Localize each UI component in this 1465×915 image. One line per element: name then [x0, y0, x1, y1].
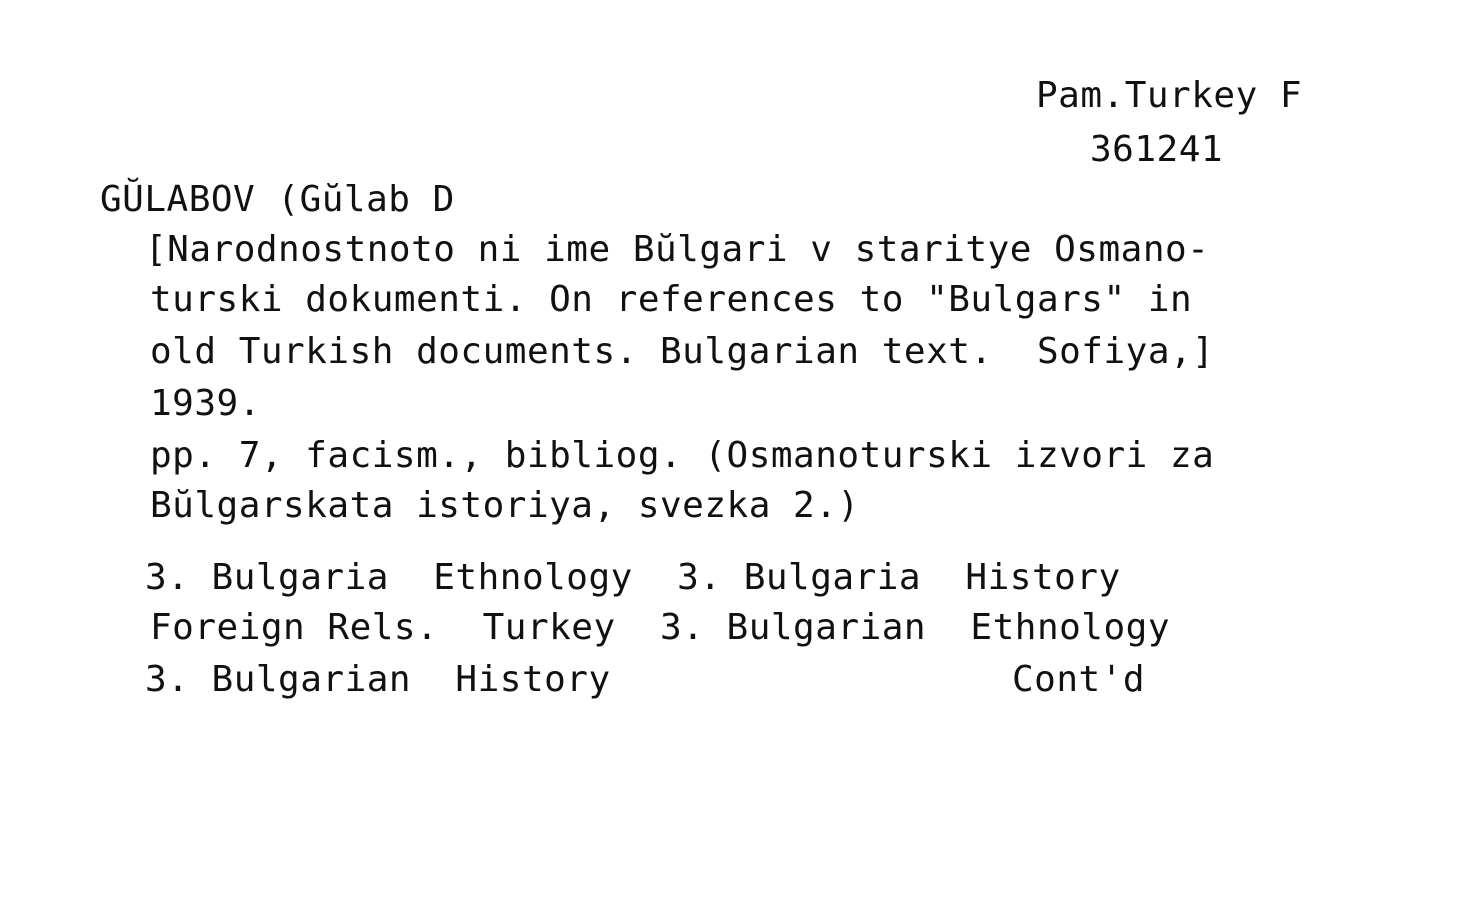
title-line-2: turski dokumenti. On references to "Bulgars" in: [150, 279, 1193, 320]
subject-line-1: 3. Bulgaria Ethnology 3. Bulgaria History: [145, 557, 1121, 598]
title-line-1: [Narodnostnoto ni ime Bŭlgari v staritye Osmano-: [145, 229, 1210, 270]
author-heading: GŬLABOV (Gŭlab D: [100, 179, 455, 220]
title-line-3: old Turkish documents. Bulgarian text. Sofiya,]: [150, 331, 1215, 372]
call-number-line-2: 361241: [1090, 129, 1224, 170]
collation-line-1: pp. 7, facism., bibliog. (Osmanoturski izvori za: [150, 435, 1215, 476]
subject-line-2: Foreign Rels. Turkey 3. Bulgarian Ethnology: [150, 607, 1170, 648]
call-number-line-1: Pam.Turkey F: [1036, 75, 1303, 116]
continued-note: Cont'd: [1012, 659, 1146, 700]
title-line-4: 1939.: [150, 383, 261, 424]
collation-line-2: Bŭlgarskata istoriya, svezka 2.): [150, 485, 860, 526]
subject-line-3: 3. Bulgarian History: [145, 659, 611, 700]
